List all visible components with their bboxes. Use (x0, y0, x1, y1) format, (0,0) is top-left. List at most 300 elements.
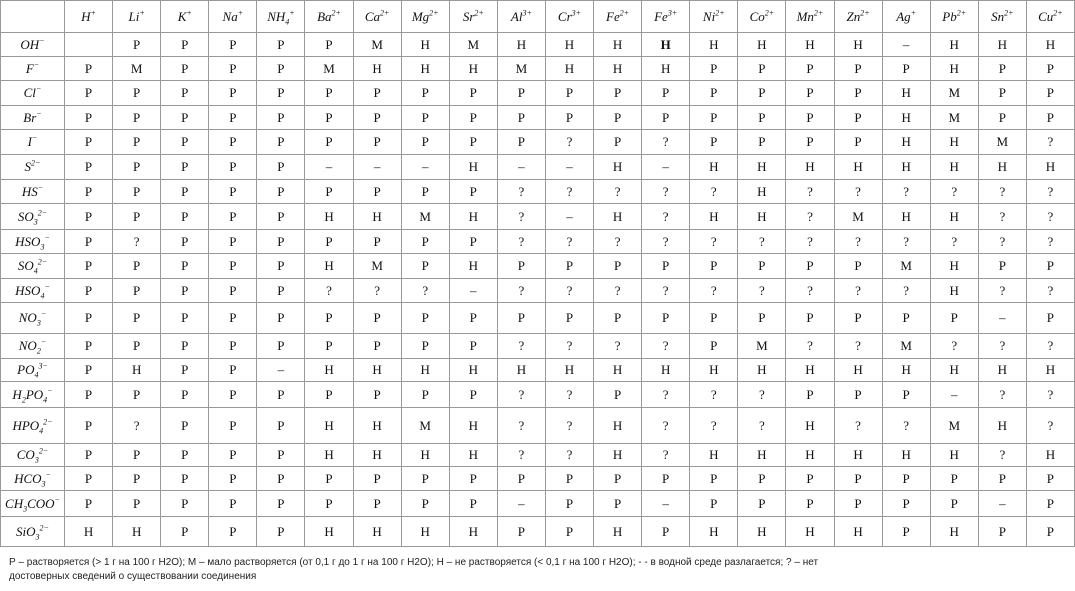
formula-charge: − (47, 386, 53, 396)
formula-base: PO (17, 362, 35, 377)
cation-header-ni2 (690, 1, 738, 33)
solubility-cell: Р (65, 180, 113, 204)
formula-base: Cr (557, 8, 572, 24)
solubility-cell: Р (978, 467, 1026, 491)
solubility-cell: ? (497, 204, 545, 230)
solubility-cell: Н (690, 359, 738, 382)
solubility-cell: М (305, 57, 353, 81)
formula-subscript: 4 (285, 17, 290, 27)
solubility-cell: ? (978, 334, 1026, 359)
solubility-cell: Р (1026, 254, 1074, 279)
solubility-cell: Р (305, 180, 353, 204)
solubility-cell: Р (209, 57, 257, 81)
formula-charge: 2+ (379, 8, 390, 18)
formula-subscript: 3 (23, 504, 28, 514)
formula-base: Ba (317, 8, 332, 24)
formula-subscript-2: 4 (43, 395, 48, 405)
solubility-cell: Н (594, 444, 642, 467)
solubility-cell: Р (834, 130, 882, 155)
solubility-cell: ? (305, 279, 353, 303)
solubility-cell: Р (209, 359, 257, 382)
solubility-cell: Н (882, 444, 930, 467)
solubility-cell: Р (882, 517, 930, 547)
solubility-cell: ? (401, 279, 449, 303)
solubility-cell: ? (594, 279, 642, 303)
solubility-cell: Р (65, 279, 113, 303)
formula-subscript: 3 (34, 455, 39, 465)
cation-header-ag (882, 1, 930, 33)
solubility-cell: Н (642, 33, 690, 57)
solubility-cell: Р (305, 106, 353, 130)
table-row (1, 57, 1075, 81)
solubility-cell: Р (65, 382, 113, 408)
solubility-cell: ? (978, 204, 1026, 230)
solubility-cell: ? (978, 444, 1026, 467)
solubility-cell: Р (449, 81, 497, 106)
solubility-cell: ? (1026, 230, 1074, 254)
table-row (1, 517, 1075, 547)
anion-header (1, 81, 65, 106)
solubility-cell: М (930, 81, 978, 106)
solubility-cell: Р (594, 491, 642, 517)
solubility-cell: Н (305, 254, 353, 279)
formula-charge: − (40, 337, 47, 347)
solubility-cell: ? (1026, 408, 1074, 444)
solubility-cell: Р (401, 334, 449, 359)
table-row (1, 254, 1075, 279)
solubility-cell: – (545, 204, 593, 230)
solubility-cell: ? (738, 382, 786, 408)
formula-charge: − (31, 133, 38, 143)
solubility-cell: Н (594, 359, 642, 382)
anion-header (1, 334, 65, 359)
table-row (1, 303, 1075, 334)
solubility-cell: Н (353, 517, 401, 547)
solubility-cell: ? (690, 279, 738, 303)
solubility-cell: Р (209, 81, 257, 106)
solubility-cell: ? (594, 334, 642, 359)
formula-base: Ag (896, 8, 911, 24)
formula-charge: 2+ (813, 8, 824, 18)
solubility-cell: Н (690, 444, 738, 467)
solubility-cell: М (401, 408, 449, 444)
solubility-cell: Н (113, 517, 161, 547)
anion-header (1, 517, 65, 547)
solubility-cell: ? (738, 408, 786, 444)
solubility-cell: Р (65, 334, 113, 359)
solubility-cell: Р (545, 491, 593, 517)
anion-header (1, 180, 65, 204)
legend (9, 556, 969, 584)
solubility-cell: Р (65, 254, 113, 279)
solubility-cell: – (257, 359, 305, 382)
solubility-cell: Н (353, 359, 401, 382)
solubility-cell: ? (1026, 180, 1074, 204)
solubility-cell: Р (594, 130, 642, 155)
solubility-cell: ? (1026, 334, 1074, 359)
solubility-cell: Р (257, 334, 305, 359)
solubility-cell: Р (401, 254, 449, 279)
solubility-cell: ? (690, 408, 738, 444)
solubility-cell: Р (65, 230, 113, 254)
solubility-cell: ? (642, 130, 690, 155)
solubility-cell: – (642, 491, 690, 517)
solubility-cell: ? (497, 180, 545, 204)
solubility-cell: ? (930, 180, 978, 204)
solubility-cell: Н (449, 408, 497, 444)
solubility-cell: Н (930, 359, 978, 382)
formula-base2: COO (27, 495, 55, 511)
solubility-cell: Р (882, 57, 930, 81)
solubility-cell: Н (882, 155, 930, 180)
cation-header-mg2 (401, 1, 449, 33)
solubility-cell: Н (642, 359, 690, 382)
formula-subscript: 3 (36, 318, 41, 328)
solubility-cell: Р (257, 279, 305, 303)
solubility-cell: ? (834, 180, 882, 204)
formula-base: Ca (364, 8, 380, 24)
formula-base: S (24, 159, 32, 174)
solubility-cell: Р (161, 334, 209, 359)
solubility-cell: ? (594, 180, 642, 204)
solubility-cell: Р (113, 254, 161, 279)
formula-base: Mn (796, 8, 814, 24)
solubility-cell: Р (65, 155, 113, 180)
solubility-cell: Р (401, 130, 449, 155)
solubility-cell: Н (834, 517, 882, 547)
solubility-cell: ? (738, 279, 786, 303)
solubility-cell: Н (353, 204, 401, 230)
solubility-cell: Р (738, 303, 786, 334)
formula-charge: 2+ (1004, 8, 1014, 18)
solubility-cell: ? (786, 204, 834, 230)
solubility-cell: Р (642, 467, 690, 491)
solubility-cell: ? (1026, 130, 1074, 155)
solubility-cell: Н (1026, 33, 1074, 57)
solubility-cell: Р (690, 81, 738, 106)
solubility-cell: М (497, 57, 545, 81)
solubility-cell: Р (401, 467, 449, 491)
solubility-cell: Р (690, 491, 738, 517)
solubility-cell: Р (834, 81, 882, 106)
formula-base: Sr (462, 8, 475, 24)
solubility-cell: Н (642, 57, 690, 81)
solubility-cell: Р (113, 155, 161, 180)
table-row (1, 81, 1075, 106)
solubility-cell: ? (738, 230, 786, 254)
solubility-cell: Р (161, 106, 209, 130)
solubility-cell: Р (353, 130, 401, 155)
solubility-cell: Р (113, 491, 161, 517)
solubility-cell: Р (209, 230, 257, 254)
formula-base: Al (510, 8, 523, 24)
formula-base: HSO (15, 282, 41, 298)
solubility-cell: Р (545, 254, 593, 279)
solubility-cell: ? (642, 230, 690, 254)
solubility-cell: ? (642, 334, 690, 359)
anion-header (1, 408, 65, 444)
formula-subscript: 2 (36, 346, 41, 356)
formula-charge: 3− (38, 361, 48, 371)
solubility-cell: Н (449, 517, 497, 547)
anion-header (1, 57, 65, 81)
solubility-cell: Р (257, 230, 305, 254)
solubility-cell: Р (882, 467, 930, 491)
anion-header (1, 33, 65, 57)
solubility-cell: Р (834, 382, 882, 408)
formula-base: HPO (12, 417, 40, 433)
solubility-cell: Н (786, 155, 834, 180)
solubility-cell: Р (65, 130, 113, 155)
solubility-cell: Н (882, 130, 930, 155)
solubility-cell: Р (690, 467, 738, 491)
solubility-cell: Р (449, 334, 497, 359)
solubility-cell: Р (978, 81, 1026, 106)
solubility-cell: Р (401, 106, 449, 130)
solubility-cell: Р (449, 106, 497, 130)
formula-base: HSO (15, 233, 41, 249)
solubility-cell: Р (113, 279, 161, 303)
formula-subscript: 4 (33, 266, 38, 276)
solubility-cell: ? (545, 444, 593, 467)
cation-header-cu2 (1026, 1, 1074, 33)
solubility-cell: ? (497, 334, 545, 359)
solubility-cell: Р (497, 467, 545, 491)
solubility-cell: Н (594, 517, 642, 547)
solubility-cell: Н (690, 517, 738, 547)
solubility-cell: Р (449, 382, 497, 408)
solubility-cell: Н (353, 444, 401, 467)
table-row (1, 334, 1075, 359)
formula-base: H (12, 386, 22, 402)
cation-header-zn2 (834, 1, 882, 33)
solubility-cell: Р (786, 130, 834, 155)
solubility-cell: ? (978, 382, 1026, 408)
solubility-cell: Р (642, 254, 690, 279)
table-row (1, 491, 1075, 517)
solubility-cell: – (353, 155, 401, 180)
cation-header-al3 (497, 1, 545, 33)
solubility-cell: Р (113, 382, 161, 408)
cation-header-nh (257, 1, 305, 33)
formula-base: NO (18, 310, 37, 325)
solubility-cell: Р (449, 303, 497, 334)
solubility-cell: Н (930, 517, 978, 547)
solubility-cell: Р (209, 467, 257, 491)
formula-charge: + (90, 8, 96, 18)
solubility-cell: Н (545, 33, 593, 57)
solubility-cell: Н (882, 106, 930, 130)
solubility-cell: Р (161, 180, 209, 204)
solubility-cell: Р (65, 303, 113, 334)
cation-header-fe2 (594, 1, 642, 33)
formula-subscript: 3 (41, 479, 46, 489)
solubility-cell: Р (257, 517, 305, 547)
solubility-cell: Р (594, 303, 642, 334)
solubility-cell: Р (449, 491, 497, 517)
solubility-cell: Н (449, 444, 497, 467)
solubility-cell: М (882, 254, 930, 279)
solubility-cell: Р (353, 230, 401, 254)
solubility-cell: Р (978, 517, 1026, 547)
solubility-cell: Н (834, 359, 882, 382)
formula-subscript: 3 (35, 532, 40, 542)
solubility-cell: Н (978, 155, 1026, 180)
formula-charge: + (237, 8, 244, 18)
solubility-cell: Р (113, 334, 161, 359)
solubility-cell: Р (690, 303, 738, 334)
solubility-cell: Р (161, 517, 209, 547)
solubility-cell: Н (690, 33, 738, 57)
table-row (1, 106, 1075, 130)
solubility-cell: М (930, 408, 978, 444)
solubility-cell: Н (930, 444, 978, 467)
table-row (1, 359, 1075, 382)
solubility-cell: Р (930, 303, 978, 334)
solubility-cell: М (353, 254, 401, 279)
anion-header (1, 467, 65, 491)
solubility-cell: Н (401, 57, 449, 81)
anion-header (1, 491, 65, 517)
solubility-cell: Р (930, 467, 978, 491)
solubility-cell: Н (1026, 444, 1074, 467)
solubility-cell: ? (1026, 279, 1074, 303)
anion-header (1, 279, 65, 303)
solubility-cell: ? (545, 130, 593, 155)
solubility-cell: ? (882, 279, 930, 303)
solubility-cell: ? (786, 230, 834, 254)
solubility-cell: Р (690, 57, 738, 81)
solubility-cell: – (497, 155, 545, 180)
solubility-cell: – (882, 33, 930, 57)
solubility-cell: Р (257, 204, 305, 230)
formula-charge: 3+ (522, 8, 532, 18)
solubility-cell: Р (209, 204, 257, 230)
solubility-cell: ? (113, 230, 161, 254)
solubility-cell: Н (305, 408, 353, 444)
cation-header-fe3 (642, 1, 690, 33)
formula-charge: 2− (38, 446, 49, 456)
solubility-cell: – (978, 303, 1026, 334)
formula-subscript: 2 (21, 395, 26, 405)
solubility-cell: Н (786, 517, 834, 547)
solubility-cell: ? (690, 382, 738, 408)
solubility-cell: Р (353, 180, 401, 204)
solubility-cell: ? (642, 279, 690, 303)
formula-base: NH (267, 8, 286, 24)
solubility-cell: Р (1026, 491, 1074, 517)
formula-charge: 2+ (715, 8, 725, 18)
solubility-cell: Р (690, 130, 738, 155)
solubility-cell: – (930, 382, 978, 408)
solubility-cell: Р (353, 303, 401, 334)
solubility-cell: Р (978, 254, 1026, 279)
solubility-cell: Н (786, 359, 834, 382)
formula-base: SiO (16, 523, 36, 539)
solubility-cell: Р (930, 491, 978, 517)
solubility-cell: Н (594, 33, 642, 57)
solubility-cell: Р (161, 359, 209, 382)
formula-charge: 2+ (331, 8, 341, 18)
solubility-cell: Р (161, 230, 209, 254)
solubility-cell: Р (353, 491, 401, 517)
formula-charge: 2+ (956, 8, 967, 18)
solubility-cell: Р (113, 180, 161, 204)
formula-subscript: 4 (40, 291, 45, 301)
solubility-cell: Р (690, 106, 738, 130)
solubility-cell: Р (449, 230, 497, 254)
solubility-cell: М (401, 204, 449, 230)
solubility-cell: Р (786, 106, 834, 130)
solubility-cell: Н (786, 408, 834, 444)
solubility-cell: Р (305, 382, 353, 408)
solubility-cell: Р (545, 517, 593, 547)
formula-base: Br (23, 109, 37, 125)
solubility-cell: Р (497, 106, 545, 130)
solubility-cell: Р (161, 33, 209, 57)
solubility-cell: М (930, 106, 978, 130)
solubility-cell: Р (257, 382, 305, 408)
solubility-cell: ? (545, 382, 593, 408)
solubility-cell (65, 33, 113, 57)
anion-header (1, 204, 65, 230)
cation-header-k (161, 1, 209, 33)
formula-charge: 2+ (429, 8, 439, 18)
solubility-cell: Р (1026, 106, 1074, 130)
solubility-cell: Р (209, 334, 257, 359)
solubility-cell: Р (257, 254, 305, 279)
solubility-cell: Р (1026, 467, 1074, 491)
solubility-cell: Н (738, 33, 786, 57)
solubility-cell: Р (113, 106, 161, 130)
solubility-cell: Н (930, 57, 978, 81)
solubility-cell: Н (930, 33, 978, 57)
solubility-cell: Р (209, 491, 257, 517)
cation-header-li (113, 1, 161, 33)
solubility-cell: Р (1026, 57, 1074, 81)
solubility-cell: Р (738, 254, 786, 279)
solubility-cell: ? (786, 334, 834, 359)
solubility-cell: Р (545, 303, 593, 334)
formula-base: Pb (942, 8, 957, 24)
solubility-cell: Р (1026, 81, 1074, 106)
solubility-cell: Р (209, 408, 257, 444)
solubility-cell: Н (449, 359, 497, 382)
formula-base: F (25, 60, 34, 76)
solubility-cell: Н (690, 155, 738, 180)
formula-charge: + (289, 8, 295, 18)
formula-subscript: 4 (34, 370, 39, 380)
solubility-cell: М (449, 33, 497, 57)
solubility-cell: Н (738, 204, 786, 230)
solubility-cell: Р (209, 33, 257, 57)
solubility-cell: – (449, 279, 497, 303)
solubility-cell: Н (978, 33, 1026, 57)
solubility-cell: ? (642, 204, 690, 230)
solubility-cell: Р (209, 444, 257, 467)
solubility-cell: ? (882, 408, 930, 444)
formula-base: Zn (846, 8, 861, 24)
solubility-cell: Р (978, 106, 1026, 130)
solubility-cell: ? (786, 279, 834, 303)
anion-header (1, 230, 65, 254)
solubility-cell: – (978, 491, 1026, 517)
solubility-cell: – (545, 155, 593, 180)
solubility-cell: Р (209, 279, 257, 303)
solubility-cell: Н (401, 517, 449, 547)
solubility-cell: Н (497, 359, 545, 382)
solubility-cell: Р (257, 155, 305, 180)
